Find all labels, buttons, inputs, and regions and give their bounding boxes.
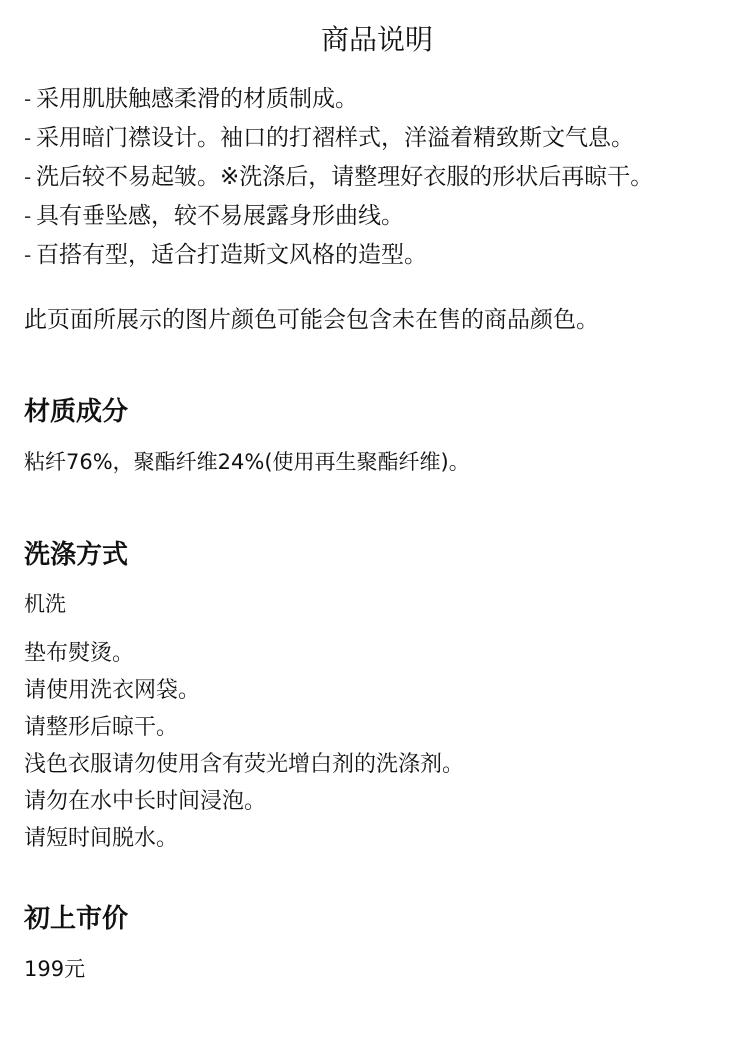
feature-text: 采用暗门襟设计。袖口的打褶样式，洋溢着精致斯文气息。 [36, 125, 634, 151]
feature-text: 百搭有型，适合打造斯文风格的造型。 [36, 242, 427, 268]
launch-price: 199元 [24, 957, 86, 981]
price-heading: 初上市价 [24, 904, 129, 934]
feature-text: 采用肌肤触感柔滑的材质制成。 [36, 86, 358, 112]
washing-instruction-item: 请整形后晾干。 [24, 715, 179, 740]
bullet-mark: - [24, 204, 32, 228]
bullet-mark: - [24, 165, 32, 189]
washing-instructions [24, 635, 730, 857]
washing-instruction-item: 浅色衣服请勿使用含有荧光增白剂的洗涤剂。 [24, 752, 465, 777]
bullet-mark: - [24, 243, 32, 267]
feature-item [24, 197, 730, 236]
washing-instruction-item: 请短时间脱水。 [24, 826, 179, 851]
washing-heading: 洗涤方式 [24, 540, 129, 570]
feature-item [24, 119, 730, 158]
bullet-mark: - [24, 126, 32, 150]
bullet-mark: - [24, 87, 32, 111]
washing-instruction-item: 垫布熨烫。 [24, 641, 135, 666]
feature-text: 具有垂坠感，较不易展露身形曲线。 [36, 203, 404, 229]
page-title: 商品说明 [320, 23, 433, 56]
material-heading: 材质成分 [24, 397, 129, 427]
washing-type: 机洗 [24, 592, 66, 616]
feature-item [24, 158, 730, 197]
feature-text: 洗后较不易起皱。※洗涤后，请整理好衣服的形状后再晾干。 [36, 164, 654, 190]
washing-instruction-item: 请使用洗衣网袋。 [24, 678, 201, 703]
feature-item [24, 80, 730, 119]
color-disclaimer: 此页面所展示的图片颜色可能会包含未在售的商品颜色。 [24, 307, 599, 333]
feature-item [24, 236, 730, 275]
material-composition: 粘纤76%，聚酯纤维24%(使用再生聚酯纤维)。 [24, 450, 470, 474]
feature-list [24, 80, 730, 275]
washing-instruction-item: 请勿在水中长时间浸泡。 [24, 789, 267, 814]
